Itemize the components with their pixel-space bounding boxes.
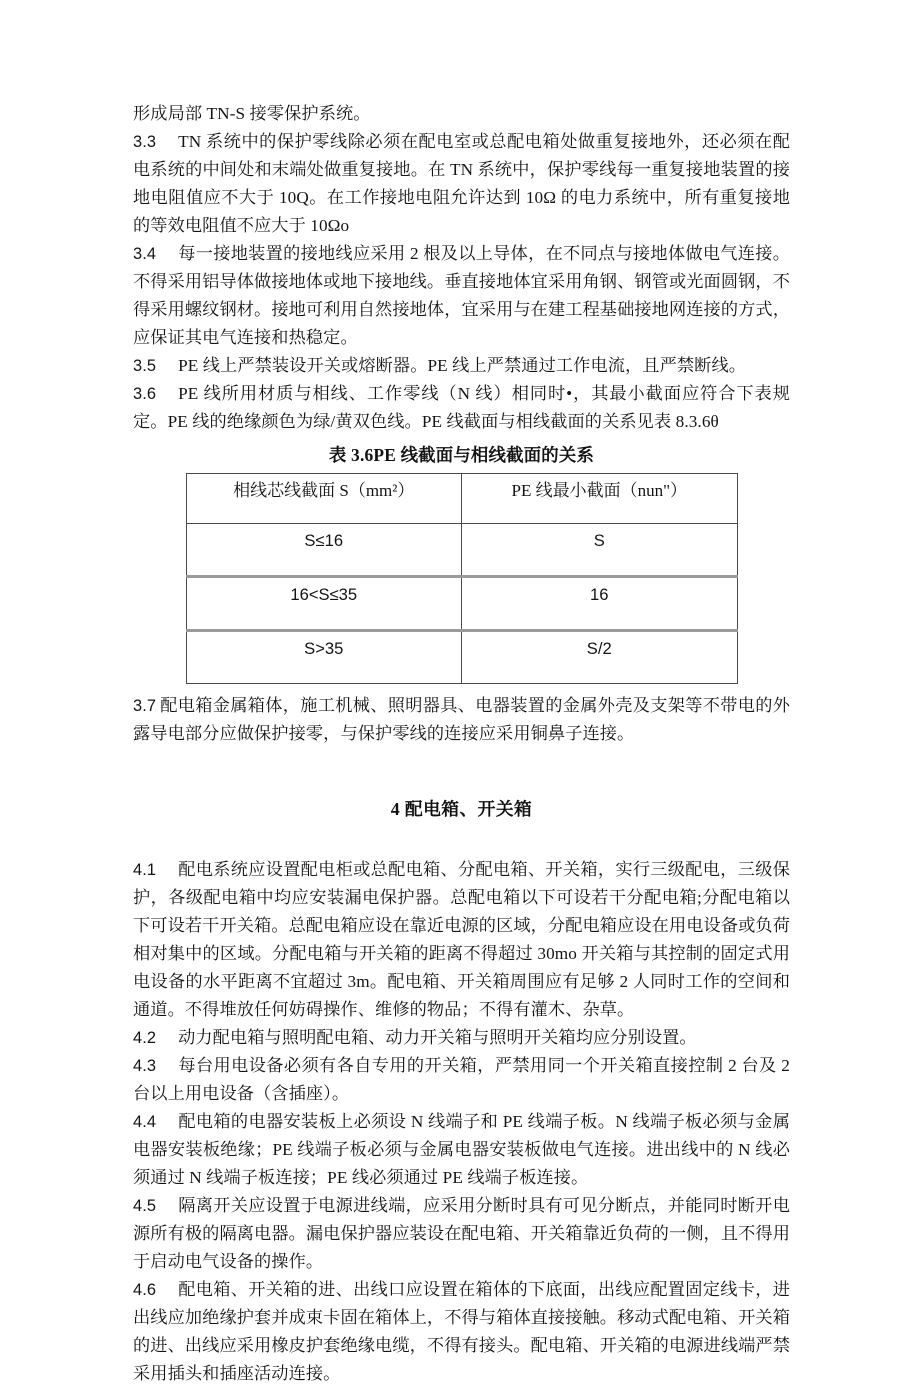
- table-header-pe-minimum: PE 线最小截面（nun"）: [462, 474, 738, 524]
- paragraph-3-4: [133, 240, 790, 352]
- table-header-phase-conductor: 相线芯线截面 S（mm²）: [186, 474, 462, 524]
- paragraph-3-3: [133, 128, 790, 240]
- pe-table-container: [133, 473, 790, 684]
- paragraph-4-4: [133, 1108, 790, 1192]
- paragraph-number-4-6: 4.6: [133, 1281, 157, 1299]
- paragraph-3-7: [133, 692, 790, 748]
- section-heading-4: 4 配电箱、开关箱: [390, 799, 533, 819]
- paragraph-4-3: [133, 1052, 790, 1108]
- paragraph-3-5: [133, 352, 790, 380]
- paragraph-number-3-7: 3.7: [133, 697, 157, 715]
- paragraph-number-4-2: 4.2: [133, 1029, 157, 1047]
- paragraph-continuation: 形成局部 TN-S 接零保护系统。: [133, 104, 371, 123]
- table-caption: 表 3.6PE 线截面与相线截面的关系: [328, 445, 595, 465]
- table-cell-phase-3: S>35: [186, 631, 462, 684]
- paragraph-text-3-4: 每一接地装置的接地线应采用 2 根及以上导体，在不同点与接地体做电气连接。不得采用铝导体做接地体或地下接地线。垂直接地体宜采用角钢、钢管或光面圆钢，不得采用螺纹钢材。接地可利用自然接地体，宜采用与在建工程基础接地网连接的方式，应保证其电气连接和热稳定。: [133, 244, 790, 347]
- pe-cross-section-table: [186, 473, 738, 684]
- table-cell-pe-3: S/2: [462, 631, 738, 684]
- paragraph-text-4-2: 动力配电箱与照明配电箱、动力开关箱与照明开关箱均应分别设置。: [178, 1028, 697, 1047]
- table-cell-phase-1: S≤16: [186, 524, 462, 577]
- table-cell-pe-1: S: [462, 524, 738, 577]
- paragraph-text-3-6: PE 线所用材质与相线、工作零线（N 线）相同时•，其最小截面应符合下表规定。PE 线的绝缘颜色为绿/黄双色线。PE 线截面与相线截面的关系见表 8.3.6θ: [133, 384, 790, 431]
- paragraph-number-4-3: 4.3: [133, 1057, 157, 1075]
- paragraph-number-4-1: 4.1: [133, 861, 157, 879]
- paragraph-3-6: [133, 380, 790, 436]
- table-row: [186, 524, 737, 577]
- paragraph-text-4-3: 每台用电设备必须有各自专用的开关箱，严禁用同一个开关箱直接控制 2 台及 2 台以上用电设备（含插座）。: [133, 1056, 790, 1103]
- table-row: [186, 631, 737, 684]
- paragraph-number-4-4: 4.4: [133, 1113, 157, 1131]
- paragraph-number-3-5: 3.5: [133, 357, 157, 375]
- paragraph-text-4-4: 配电箱的电器安装板上必须设 N 线端子和 PE 线端子板。N 线端子板必须与金属电器安装板绝缘；PE 线端子板必须与金属电器安装板做电气连接。进出线中的 N 线必须通过 N 线端子板连接；PE 线必须通过 PE 线端子板连接。: [133, 1112, 790, 1187]
- document-body: [133, 100, 790, 1388]
- paragraph-text-4-6: 配电箱、开关箱的进、出线口应设置在箱体的下底面，出线应配置固定线卡，进出线应加绝缘护套并成束卡固在箱体上，不得与箱体直接接触。移动式配电箱、开关箱的进、出线应采用橡皮护套绝缘电缆，不得有接头。配电箱、开关箱的电源进线端严禁采用插头和插座活动连接。: [133, 1280, 790, 1383]
- paragraph-4-1: [133, 856, 790, 1024]
- table-header-row: [186, 474, 737, 524]
- paragraph-text-4-1: 配电系统应设置配电柜或总配电箱、分配电箱、开关箱，实行三级配电，三级保护，各级配电箱中均应安装漏电保护器。总配电箱以下可设若干分配电箱;分配电箱以下可设若干开关箱。总配电箱应设在靠近电源的区域，分配电箱应设在用电设备或负荷相对集中的区域。分配电箱与开关箱的距离不得超过 30mo 开关箱与其控制的固定式用电设备的水平距离不宜超过 3m。配电箱、开关箱周围应有足够 2 人同时工作的空间和通道。不得堆放任何妨碍操作、维修的物品；不得有灌木、杂草。: [133, 860, 790, 1019]
- paragraph-text-3-3: TN 系统中的保护零线除必须在配电室或总配电箱处做重复接地外，还必须在配电系统的中间处和末端处做重复接地。在 TN 系统中，保护零线每一重复接地装置的接地电阻值应不大于 10Q。在工作接地电阻允许达到 10Ω 的电力系统中，所有重复接地的等效电阻值不应大于 10Ωo: [133, 132, 790, 235]
- paragraph-4-5: [133, 1192, 790, 1276]
- paragraph-number-3-3: 3.3: [133, 133, 157, 151]
- table-row: [186, 577, 737, 631]
- paragraph-text-4-5: 隔离开关应设置于电源进线端，应采用分断时具有可见分断点，并能同时断开电源所有极的隔离电器。漏电保护器应装设在配电箱、开关箱靠近负荷的一侧，且不得用于启动电气设备的操作。: [133, 1196, 790, 1271]
- paragraph-4-6: [133, 1276, 790, 1388]
- table-cell-pe-2: 16: [462, 577, 738, 631]
- paragraph-text-3-5: PE 线上严禁装设开关或熔断器。PE 线上严禁通过工作电流，且严禁断线。: [178, 356, 747, 375]
- paragraph-number-4-5: 4.5: [133, 1197, 157, 1215]
- paragraph-number-3-6: 3.6: [133, 385, 157, 403]
- table-cell-phase-2: 16<S≤35: [186, 577, 462, 631]
- paragraph-4-2: [133, 1024, 790, 1052]
- paragraph-number-3-4: 3.4: [133, 245, 157, 263]
- paragraph-text-3-7: 配电箱金属箱体，施工机械、照明器具、电器装置的金属外壳及支架等不带电的外露导电部分应做保护接零，与保护零线的连接应采用铜鼻子连接。: [133, 696, 790, 743]
